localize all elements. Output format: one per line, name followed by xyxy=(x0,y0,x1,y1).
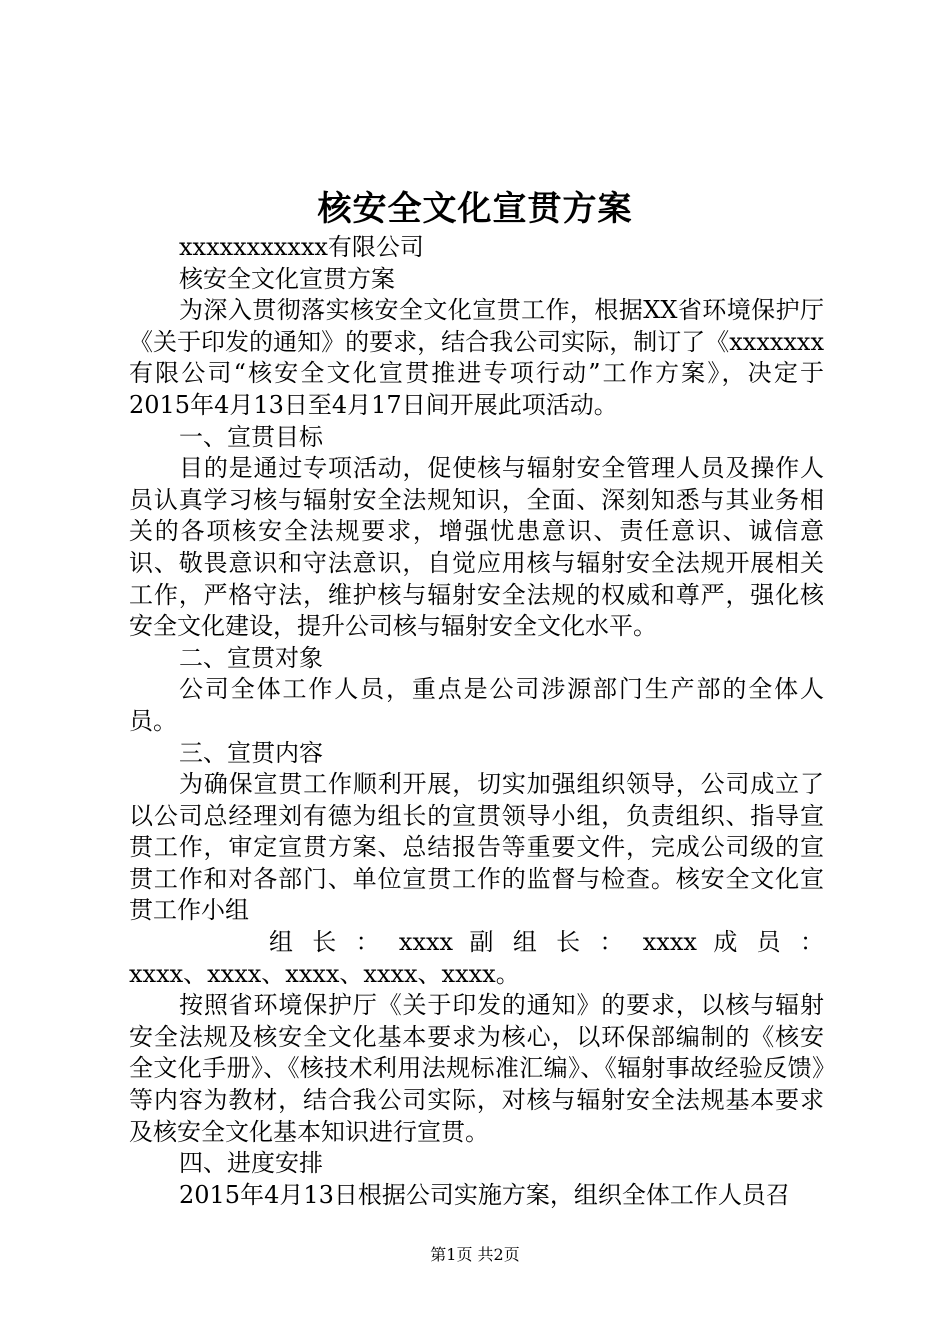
goals-paragraph: 目的是通过专项活动，促使核与辐射安全管理人员及操作人员认真学习核与辐射安全法规知识，全面、深刻知悉与其业务相关的各项核安全法规要求，增强忧患意识、责任意识、诚信意识、敬畏意识和守法意识，自觉应用核与辐射安全法规开展相关工作，严格守法，维护核与辐射安全法规的权威和尊严，强化核安全文化建设，提升公司核与辐射安全文化水平。 xyxy=(129,454,824,641)
content-paragraph: 为确保宣贯工作顺利开展，切实加强组织领导，公司成立了以公司总经理刘有德为组长的宣贯领导小组，负责组织、指导宣贯工作，审定宣贯方案、总结报告等重要文件，完成公司级的宣贯工作和对各部门、单位宣贯工作的监督与检查。核安全文化宣贯工作小组 xyxy=(129,770,824,925)
document-body xyxy=(129,232,824,1211)
section-heading-goals: 一、宣贯目标 xyxy=(179,422,323,451)
audience-paragraph: 公司全体工作人员，重点是公司涉源部门生产部的全体人员。 xyxy=(129,675,824,735)
team-members-line: 组 长 ： xxxx 副 组 长 ： xxxx 成 员 ： xxxx、xxxx、xxxx、xxxx、xxxx。 xyxy=(129,928,824,988)
company-name-line: xxxxxxxxxxx有限公司 xyxy=(179,233,424,261)
document-title: 核安全文化宣贯方案 xyxy=(317,189,633,229)
section-heading-content: 三、宣贯内容 xyxy=(179,738,323,767)
intro-paragraph: 为深入贯彻落实核安全文化宣贯工作，根据XX省环境保护厅《关于印发的通知》的要求，结合我公司实际，制订了《xxxxxxx有限公司“核安全文化宣贯推进专项行动”工作方案》，决定于2015年4月13日至4月17日间开展此项活动。 xyxy=(129,296,824,419)
page-number-footer: 第1页 共2页 xyxy=(430,1245,520,1264)
materials-paragraph: 按照省环境保护厅《关于印发的通知》的要求，以核与辐射安全法规及核安全文化基本要求为核心，以环保部编制的《核安全文化手册》、《核技术利用法规标准汇编》、《辐射事故经验反馈》等内容为教材，结合我公司实际，对核与辐射安全法规基本要求及核安全文化基本知识进行宣贯。 xyxy=(129,991,824,1146)
subtitle-line: 核安全文化宣贯方案 xyxy=(179,264,395,293)
section-heading-schedule: 四、进度安排 xyxy=(179,1149,323,1178)
section-heading-audience: 二、宣贯对象 xyxy=(179,643,323,672)
schedule-paragraph: 2015年4月13日根据公司实施方案，组织全体工作人员召 xyxy=(179,1180,790,1209)
